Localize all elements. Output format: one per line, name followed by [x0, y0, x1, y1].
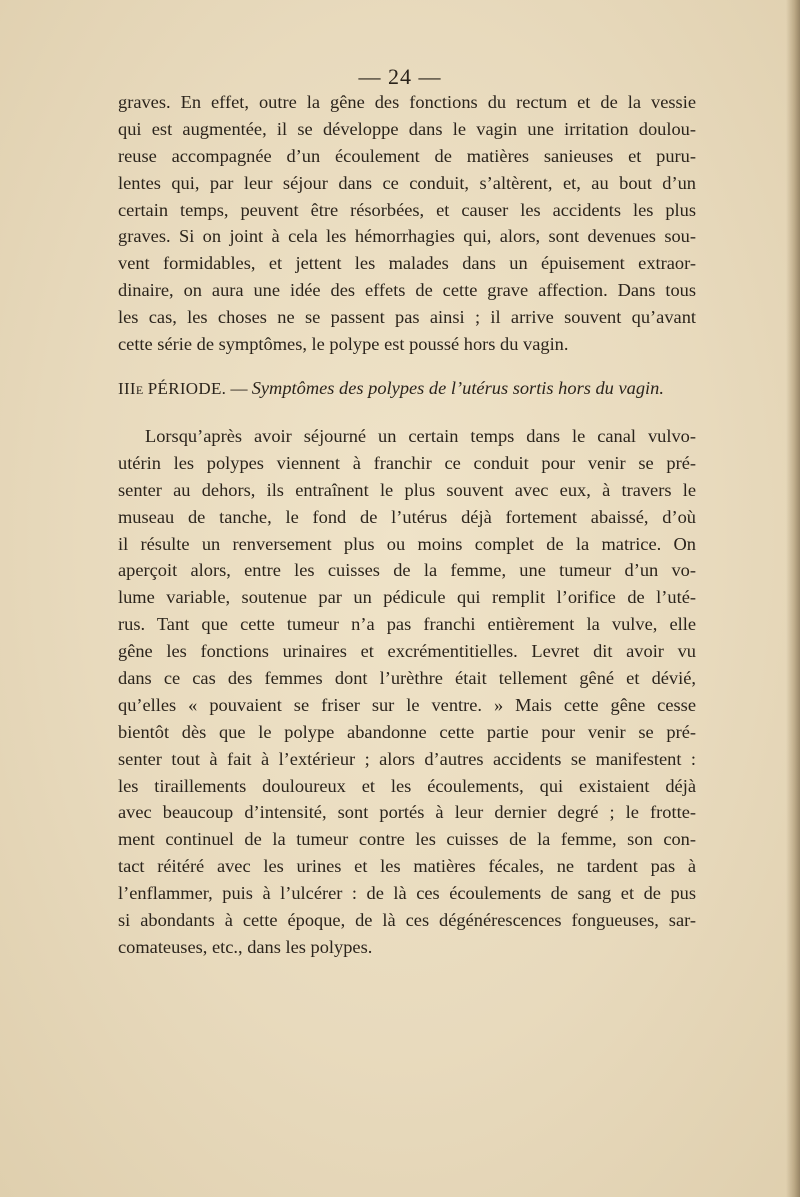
text-line: ment continuel de la tumeur contre les cuisses de la femme, son con-: [118, 829, 696, 850]
section-number: IIIe: [118, 379, 144, 398]
text-line: utérin les polypes viennent à franchir ce conduit pour venir se pré-: [118, 452, 696, 473]
text-line: tact réitéré avec les urines et les matières fécales, ne tardent pas à: [118, 856, 696, 877]
text-line: lentes qui, par leur séjour dans ce conduit, s’altèrent, et, au bout d’un: [118, 172, 696, 193]
text-line: senter au dehors, ils entraînent le plus souvent avec eux, à travers le: [118, 479, 696, 500]
text-line: dinaire, on aura une idée des effets de cette grave affection. Dans tous: [118, 280, 696, 301]
text-line: certain temps, peuvent être résorbées, et causer les accidents les plus: [118, 199, 696, 220]
text-line: les tiraillements douloureux et les écoulements, qui existaient déjà: [118, 775, 696, 796]
page-edge-shadow: [786, 0, 800, 1197]
paragraph-2: [118, 423, 696, 961]
text-line: les cas, les choses ne se passent pas ainsi ; il arrive souvent qu’avant: [118, 307, 696, 328]
text-line: si abondants à cette époque, de là ces dégénérescences fongueuses, sar-: [118, 910, 696, 931]
text-line: graves. Si on joint à cela les hémorrhagies qui, alors, sont devenues sou-: [118, 226, 696, 247]
paragraph-1: [118, 89, 696, 358]
text-line: Lorsqu’après avoir séjourné un certain temps dans le canal vulvo-: [145, 426, 696, 446]
text-line: comateuses, etc., dans les polypes.: [118, 936, 373, 957]
text-line: bientôt dès que le polype abandonne cette partie pour venir se pré-: [118, 721, 696, 742]
text-line: il résulte un renversement plus ou moins complet de la matrice. On: [118, 533, 696, 554]
text-line: lume variable, soutenue par un pédicule qui remplit l’orifice de l’uté-: [118, 587, 696, 608]
text-line: cette série de symptômes, le polype est poussé hors du vagin.: [118, 334, 569, 355]
section-title: Symptômes des polypes de l’utérus sortis hors du vagin.: [251, 378, 664, 398]
text-line: avec beaucoup d’intensité, sont portés à leur dernier degré ; le frotte-: [118, 802, 696, 823]
text-line: rus. Tant que cette tumeur n’a pas franchi entièrement la vulve, elle: [118, 614, 696, 635]
page-number: — 24 —: [358, 64, 442, 89]
text-line: vent formidables, et jettent les malades dans un épuisement extraor-: [118, 253, 696, 274]
section-heading: [118, 378, 698, 399]
text-line: graves. En effet, outre la gêne des fonctions du rectum et de la vessie: [118, 92, 696, 112]
text-line: dans ce cas des femmes dont l’urèthre était tellement gêné et dévié,: [118, 668, 696, 689]
section-label: PÉRIODE.: [147, 379, 227, 398]
text-line: museau de tanche, le fond de l’utérus déjà fortement abaissé, d’où: [118, 506, 696, 527]
text-line: aperçoit alors, entre les cuisses de la femme, une tumeur d’un vo-: [118, 560, 696, 581]
text-line: qui est augmentée, il se développe dans le vagin une irritation doulou-: [118, 118, 696, 139]
text-line: qu’elles « pouvaient se friser sur le ventre. » Mais cette gêne cesse: [118, 694, 696, 715]
section-dash: —: [230, 379, 248, 398]
text-line: senter tout à fait à l’extérieur ; alors d’autres accidents se manifestent :: [118, 748, 696, 769]
text-line: reuse accompagnée d’un écoulement de matières sanieuses et puru-: [118, 145, 696, 166]
text-line: gêne les fonctions urinaires et excrémentitielles. Levret dit avoir vu: [118, 641, 696, 662]
text-line: l’enflammer, puis à l’ulcérer : de là ces écoulements de sang et de pus: [118, 883, 696, 904]
